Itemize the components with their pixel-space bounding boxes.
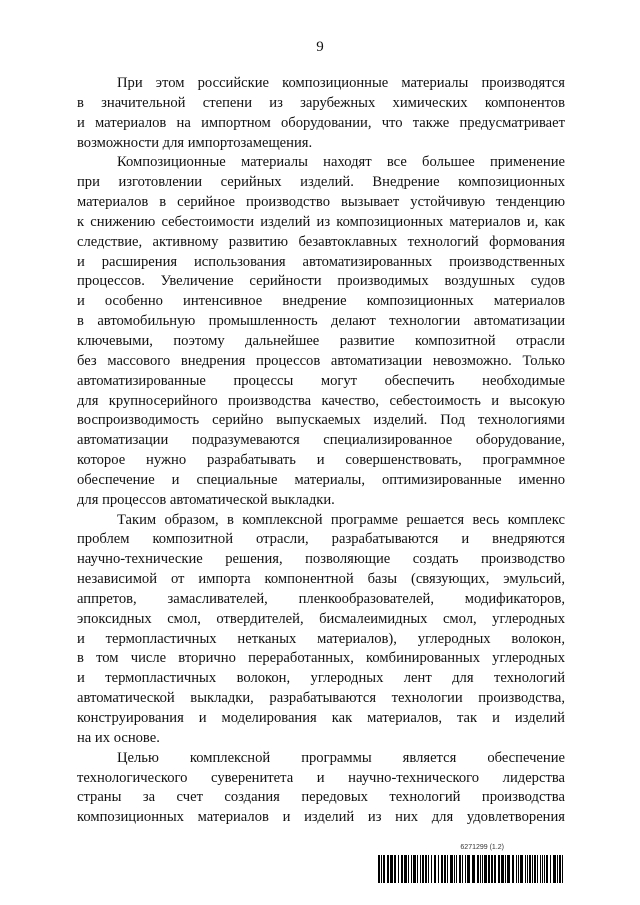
text-line: для крупносерийного производства качество, себестоимость и высокую (77, 392, 565, 409)
paragraph (77, 511, 565, 749)
text-line: на их основе. (77, 729, 160, 746)
text-line: при изготовлении серийных изделий. Внедрение композиционных (77, 174, 565, 191)
text-line: для процессов автоматической выкладки. (77, 491, 335, 508)
text-line: Композиционные материалы находят все большее применение (117, 154, 565, 171)
text-line: конструирования и моделирования как материалов, так и изделий (77, 710, 565, 726)
text-line: проблем композитной отрасли, разрабатываются и внедряются (77, 531, 565, 548)
text-line: в том числе вторично переработанных, комбинированных углеродных (77, 650, 565, 667)
text-line: автоматической выкладки, разрабатываются технологии производства, (77, 690, 565, 707)
text-line: в автомобильную промышленность делают технологии автоматизации (77, 313, 565, 330)
text-line: и материалов на импортном оборудовании, что также предусматривает (77, 114, 565, 131)
text-line: Целью комплексной программы является обеспечение (117, 749, 565, 766)
paragraph (77, 74, 565, 153)
text-line: без массового внедрения процессов автоматизации невозможно. Только (77, 352, 565, 369)
text-line: автоматизированные процессы могут обеспечить необходимые (77, 372, 565, 389)
paragraph (77, 749, 565, 828)
text-line: воспроизводимость серийно выпускаемых изделий. Под технологиями (77, 412, 565, 429)
text-line: и особенно интенсивное внедрение композиционных материалов (77, 293, 565, 310)
text-line: технологического суверенитета и научно-технического лидерства (77, 769, 565, 786)
text-line: При этом российские композиционные материалы производятся (117, 75, 565, 91)
text-line: эпоксидных смол, отвердителей, бисмалеимидных смол, углеродных (77, 610, 565, 627)
text-line: ключевыми, поэтому дальнейшее развитие композитной отрасли (77, 332, 565, 349)
text-line: следствие, активному развитию безавтоклавных технологий формования (77, 233, 565, 250)
document-footer (378, 843, 564, 887)
text-line: и термопластичных нетканых материалов), углеродных волокон, (77, 630, 565, 647)
text-line: в значительной степени из зарубежных химических компонентов (77, 94, 565, 111)
text-line: Таким образом, в комплексной программе решается весь комплекс (117, 511, 565, 528)
text-line: возможности для импортозамещения. (77, 134, 313, 151)
text-line: независимой от импорта компонентной базы (связующих, эмульсий, (77, 571, 565, 588)
text-line: аппретов, замасливателей, пленкообразователей, модификаторов, (77, 590, 565, 607)
document-code: 6271299 (1.2) (460, 844, 504, 851)
text-line: и расширения использования автоматизированных производственных (77, 253, 565, 270)
text-line: и термопластичных волокон, углеродных лент для технологий (77, 670, 565, 687)
paragraph (77, 153, 565, 510)
text-line: научно-технические решения, позволяющие создать производство (77, 551, 565, 568)
document-body (77, 74, 565, 828)
text-line: материалов в серийное производство вызывает устойчивую тенденцию (77, 194, 565, 211)
text-line: процессов. Увеличение серийности производимых воздушных судов (77, 273, 565, 290)
text-line: автоматизации подразумеваются специализированное оборудование, (77, 432, 565, 449)
text-line: страны за счет создания передовых технологий производства (77, 789, 565, 806)
text-line: которое нужно разрабатывать и совершенствовать, программное (77, 452, 565, 469)
page-number: 9 (316, 39, 324, 55)
text-line: композиционных материалов и изделий из них для удовлетворения (77, 809, 565, 826)
text-line: обеспечение и специальные материалы, оптимизированные именно (77, 471, 565, 488)
barcode-icon (378, 855, 564, 883)
text-line: к снижению себестоимости изделий из композиционных материалов и, как (77, 213, 565, 230)
